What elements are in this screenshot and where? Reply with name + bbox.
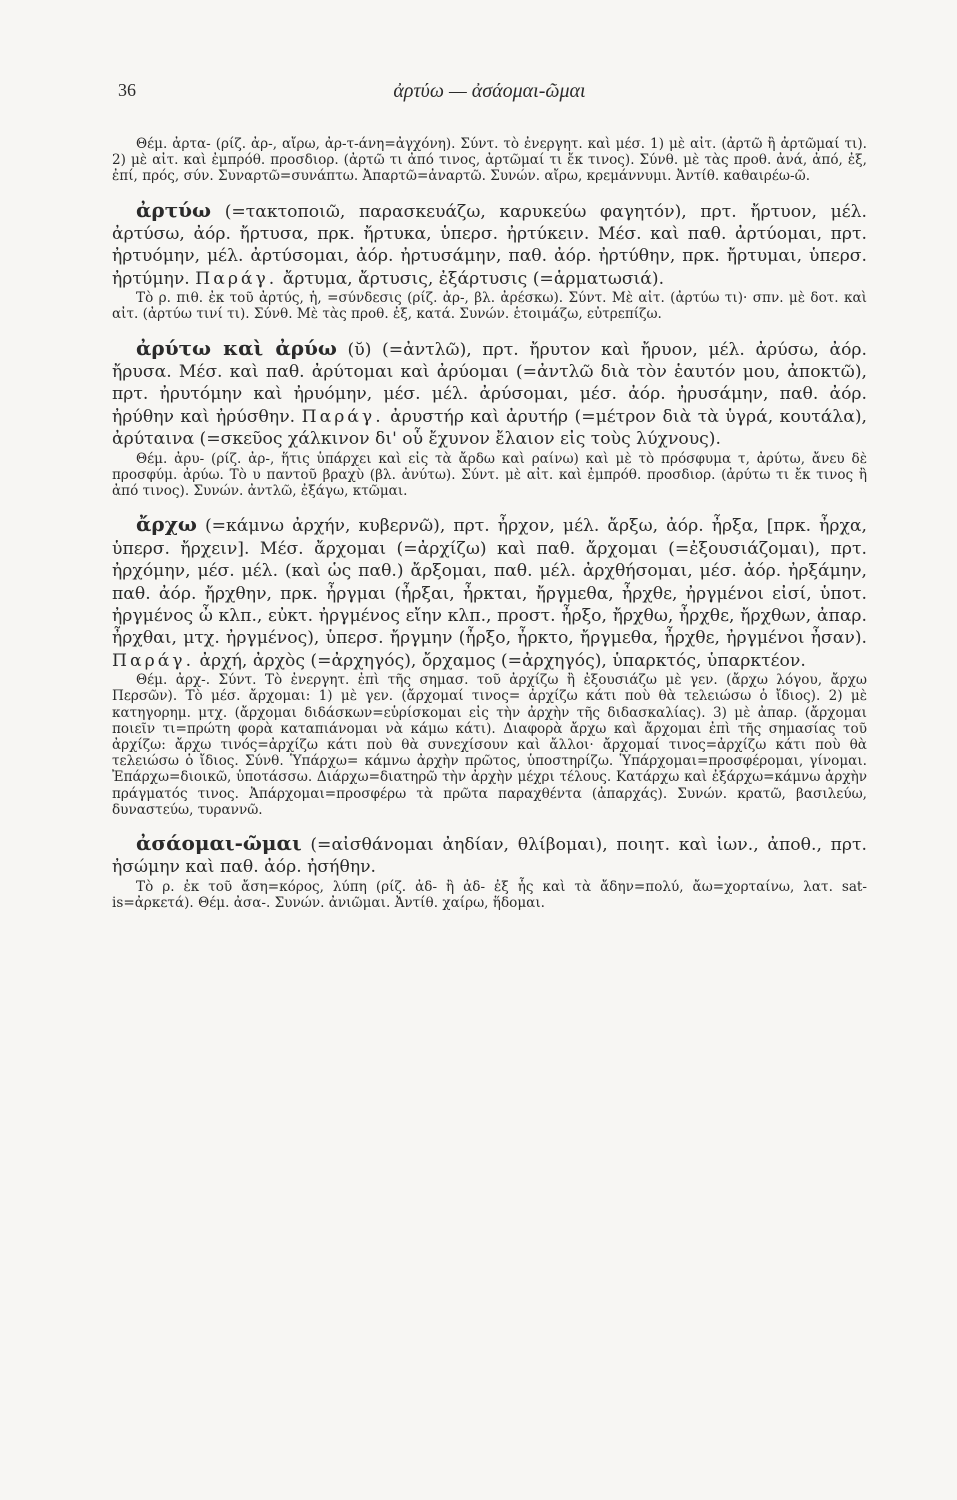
entry-note: Τὸ ρ. πιθ. ἐκ τοῦ ἀρτύς, ἡ, =σύνδεσις (ρίζ. ἀρ-, βλ. ἀρέσκω). Σύντ. Μὲ αἰτ. (ἀρτύω τι)· σπν. μὲ δοτ. καὶ αἰτ. (ἀρτύω τινί τι). Σύνθ. Μὲ τὰς προθ. ἐξ, κατά. Συνών. ἑτοιμάζω, εὐτρεπίζω. [112, 290, 867, 323]
parag-text: ἀρυστήρ καὶ ἀρυτήρ (=μέτρον διὰ τὰ ὑγρά, κουτάλα), ἀρύταινα (=σκεῦος χάλκινον δι' οὗ ἔχυνον ἔλαιον εἰς τοὺς λύχνους). [112, 406, 867, 450]
entry-body: (=κάμνω ἀρχήν, κυβερνῶ), πρτ. ἦρχον, μέλ. ἄρξω, ἀόρ. ἦρξα, [πρκ. ἦρχα, ὑπερσ. ἤρχειν]. Μέσ. ἄρχομαι (=ἀρχίζω) καὶ παθ. ἄρχομαι (=ἐξουσιάζομαι), πρτ. ἠρχόμην, μέσ. μέλ. (καὶ ὡς παθ.) ἄρξομαι, παθ. μέλ. ἀρχθήσομαι, μέσ. ἀόρ. ἠρξάμην, παθ. ἀόρ. ἤρχθην, πρκ. ἦργμαι (ἦρξαι, ἦρκται, ἤργμεθα, ἦρχθε, ἠργμένοι εἰσί, ὑποτ. ἠργμένος ὦ κλπ., εὐκτ. ἠργμένος εἴην κλπ., προστ. ἦρξο, ἤρχθω, ἦρχθε, ἤρχθων, ἀπαρ. ἦρχθαι, μτχ. ἠργμένος), ὑπερσ. ἤργμην (ἦρξο, ἦρκτο, ἤργμεθα, ἦρχθε, ἠργμένοι ἦσαν). [112, 516, 867, 649]
entry-note: Θέμ. ἀρυ- (ρίζ. ἀρ-, ἥτις ὑπάρχει καὶ εἰς τὰ ἄρδω καὶ ραίνω) καὶ μὲ τὸ πρόσφυμα τ, ἀρύτω, ἄνευ δὲ προσφύμ. ἀρύω. Τὸ υ παντοῦ βραχὺ (βλ. ἀνύτω). Σύντ. μὲ αἰτ. καὶ ἐμπρόθ. προσδιορ. (ἀρύτω τι ἔκ τινος ἢ ἀπό τινος). Συνών. ἀντλῶ, ἐξάγω, κτῶμαι. [112, 450, 867, 500]
headword: ἀρύτω καὶ ἀρύω [136, 335, 337, 360]
parag-text: ἀρχή, ἀρχὸς (=ἀρχηγός), ὄρχαμος (=ἀρχηγός), ὑπαρκτός, ὑπαρκτέον. [194, 650, 806, 671]
parag-text: ἄρτυμα, ἄρτυσις, ἐξάρτυσις (=ἁρματωσιά). [277, 268, 665, 289]
page-number: 36 [118, 80, 136, 100]
running-head: ἀρτύω — ἀσάομαι-ῶμαι [393, 80, 586, 102]
parag-label: Παράγ. [301, 406, 384, 427]
entry-aryto [112, 337, 867, 451]
parag-label: Παράγ. [195, 268, 278, 289]
page-content [112, 136, 867, 911]
entry-asaomai [112, 832, 867, 879]
entry-archo [112, 513, 867, 672]
headword: ἀσάομαι-ῶμαι [136, 830, 302, 855]
entry-tail-note: Θέμ. ἀρτα- (ρίζ. ἀρ-, αἴρω, ἀρ-τ-άνη=ἀγχόνη). Σύντ. τὸ ἐνεργητ. καὶ μέσ. 1) μὲ αἰτ. (ἀρτῶ ἢ ἀρτῶμαί τι). 2) μὲ αἰτ. καὶ ἐμπρόθ. προσδιορ. (ἀρτῶ τι ἀπό τινος, ἀρτῶμαί τι ἔκ τινος). Σύνθ. μὲ τὰς προθ. ἀνά, ἀπό, ἐξ, ἐπί, πρός, σύν. Συναρτῶ=συνάπτω. Ἀπαρτῶ=ἀναρτῶ. Συνών. αἴρω, κρεμάννυμι. Ἀντίθ. καθαιρέω-ῶ. [112, 136, 867, 185]
entry-body: (=αἰσθάνομαι ἀηδίαν, θλίβομαι), ποιητ. καὶ ἰων., ἀποθ., πρτ. ἠσώμην καὶ παθ. ἀόρ. ἠσήθην. [112, 834, 867, 878]
headword: ἄρχω [136, 512, 197, 537]
entry-artyo [112, 199, 867, 291]
entry-body: (ῠ) (=ἀντλῶ), πρτ. ἤρυτον καὶ ἤρυον, μέλ. ἀρύσω, ἀόρ. ἤρυσα. Μέσ. καὶ παθ. ἀρύτομαι καὶ ἀρύομαι (=ἀντλῶ διὰ τὸν ἑαυτόν μου, ἀποκτῶ), πρτ. ἠρυτόμην καὶ ἠρυόμην, μέσ. μέλ. ἀρύσομαι, μέσ. ἀόρ. ἠρυσάμην, παθ. ἀόρ. ἠρύθην καὶ ἠρύσθην. [112, 339, 867, 427]
page-header [118, 80, 861, 110]
entry-note: Θέμ. ἀρχ-. Σύντ. Τὸ ἐνεργητ. ἐπὶ τῆς σημασ. τοῦ ἀρχίζω ἢ ἐξουσιάζω μὲ γεν. (ἄρχω λόγου, ἄρχω Περσῶν). Τὸ μέσ. ἄρχομαι: 1) μὲ γεν. (ἄρχομαί τινος= ἀρχίζω κάτι ποὺ θὰ τελειώσω ὁ ἴδιος). 2) μὲ κατηγορημ. μτχ. (ἄρχομαι διδάσκων=εὑρίσκομαι εἰς τὴν ἀρχὴν τῆς διδασκαλίας). 3) μὲ ἀπαρ. (ἄρχομαι ποιεῖν τι=πρώτη φορὰ καταπιάνομαι νὰ κάμω κάτι). Διαφορὰ ἄρχω καὶ ἄρχομαι ἐπὶ τῆς σημασίας τοῦ ἀρχίζω: ἄρχω τινός=ἀρχίζω κάτι ποὺ θὰ συνεχίσουν καὶ ἄλλοι· ἄρχομαί τινος=ἀρχίζω κάτι ποὺ θὰ τελειώσω ὁ ἴδιος. Σύνθ. Ὑπάρχω= κάμνω ἀρχὴν πρῶτος, ὑποστηρίζω. Ὑπάρχομαι=προσφέρομαι, γίνομαι. Ἐπάρχω=διοικῶ, ὑποτάσσω. Διάρχω=διατηρῶ τὴν ἀρχὴν μέχρι τέλους. Κατάρχω καὶ ἐξάρχω=κάμνω ἀρχὴν πράγματός τινος. Ἀπάρχομαι=προσφέρω τὰ πρῶτα παραχθέντα (ἀπαρχάς). Συνών. κρατῶ, βασιλεύω, δυναστεύω, τυραννῶ. [112, 672, 867, 818]
entry-body: (=τακτοποιῶ, παρασκευάζω, καρυκεύω φαγητόν), πρτ. ἤρτυον, μέλ. ἀρτύσω, ἀόρ. ἤρτυσα, πρκ. ἤρτυκα, ὑπερσ. ἠρτύκειν. Μέσ. καὶ παθ. ἀρτύομαι, πρτ. ἠρτυόμην, μέλ. ἀρτύσομαι, ἀόρ. ἠρτυσάμην, παθ. ἀόρ. ἠρτύθην, πρκ. ἤρτυμαι, ὑπερσ. ἠρτύμην. [112, 201, 867, 289]
parag-label: Παράγ. [112, 650, 195, 671]
entry-note: Τὸ ρ. ἐκ τοῦ ἄση=κόρος, λύπη (ρίζ. ἀδ- ἢ ἀδ- ἐξ ἧς καὶ τὰ ἄδην=πολύ, ἄω=χορταίνω, λατ. sat-is=ἀρκετά). Θέμ. ἀσα-. Συνών. ἀνιῶμαι. Ἀντίθ. χαίρω, ἥδομαι. [112, 878, 867, 911]
headword: ἀρτύω [136, 197, 212, 222]
